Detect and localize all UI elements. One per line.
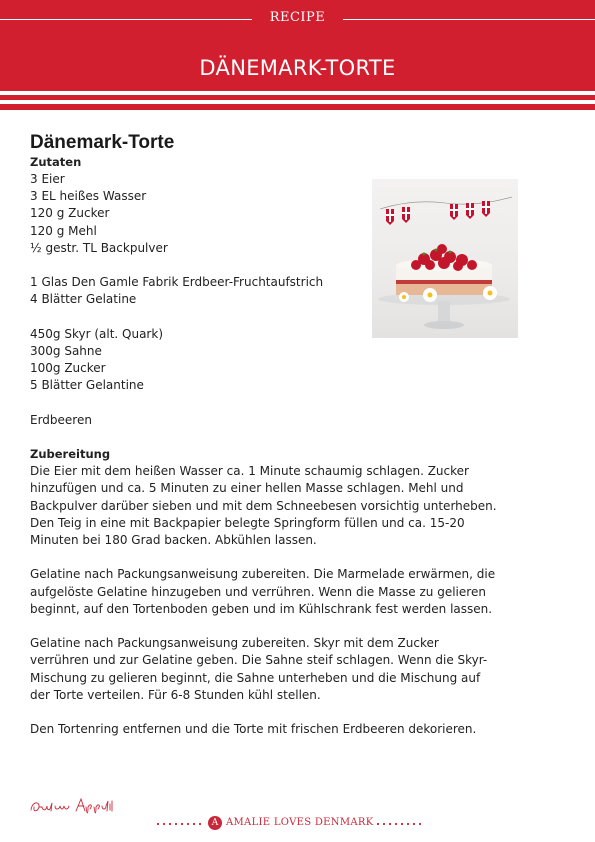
footer-dots-right (375, 823, 423, 825)
header-banner (0, 0, 595, 110)
signature-guten-appetit (28, 795, 118, 819)
ingredient-line: 3 Eier (30, 172, 65, 186)
ingredient-line: 1 Glas Den Gamle Fabrik Erdbeer-Fruchtaufstrich (30, 275, 324, 290)
step-gap (30, 704, 550, 721)
ingredient-line: 120 g Zucker (30, 206, 110, 221)
preparation-step: Die Eier mit dem heißen Wasser ca. 1 Minute schaumig schlagen. Zucker hinzufügen und ca. 5 Minuten zu einer hellen Masse schlagen. Mehl und Backpulver darüber sieben und mit dem Schneebesen vorsichtig unterheben. Den Teig in eine mit Backpapier belegte Springform füllen und ca. 15-20 Minuten bei 180 Grad backen. Abkühlen lassen. (30, 464, 497, 547)
recipe-label: RECIPE (269, 10, 326, 25)
footer-brand (150, 815, 450, 833)
ingredient-line: Erdbeeren (30, 412, 92, 427)
step-gap (30, 549, 550, 566)
brand-name: AMALIE LOVES DENMARK (226, 817, 374, 828)
recipe-title: Dänemark-Torte (30, 132, 175, 153)
cake-illustration (372, 179, 518, 338)
ingredient-line: 300g Sahne (30, 344, 102, 358)
preparation-step: Gelatine nach Packungsanweisung zubereiten. Die Marmelade erwärmen, die aufgelöste Gelatine hinzugeben und verrühren. Wenn die Masse zu gelieren beginnt, auf den Tortenboden geben und im Kühlschrank fest werden lassen. (30, 567, 496, 616)
brand-logo-icon: A (208, 816, 222, 830)
bunting-flags (386, 201, 490, 225)
ingredient-line: 5 Blätter Gelantine (30, 378, 144, 393)
preparation-step: Gelatine nach Packungsanweisung zubereiten. Skyr mit dem Zucker verrühren und zur Gelatine geben. Die Sahne steif schlagen. Wenn die Skyr-Mischung zu gelieren beginnt, die Sahne unterheben und die Mischung auf der Torte verteilen. Für 6-8 Stunden kühl stellen. (30, 636, 488, 702)
page-title: DÄNEMARK-TORTE (199, 56, 396, 80)
footer-dots-left (155, 823, 203, 825)
header-stripe-lower (0, 100, 595, 104)
header-rule-right (343, 19, 595, 20)
preparation-step: Den Tortenring entfernen und die Torte mit frischen Erdbeeren dekorieren. (30, 722, 477, 737)
signature-drawing (28, 795, 118, 819)
ingredient-line: 450g Skyr (alt. Quark) (30, 326, 163, 341)
ingredients-heading: Zutaten (30, 155, 82, 169)
ingredient-group-gap (30, 395, 550, 412)
preparation-heading: Zubereitung (30, 447, 111, 462)
ingredient-line: ½ gestr. TL Backpulver (30, 240, 168, 255)
ingredient-line: 120 g Mehl (30, 223, 97, 238)
ingredient-line: 4 Blätter Gelatine (30, 292, 137, 307)
step-gap (30, 618, 550, 635)
preparation-steps (30, 463, 550, 738)
header-stripe-upper (0, 91, 595, 95)
cake-photo (372, 179, 518, 338)
ingredient-line: 3 EL heißes Wasser (30, 189, 147, 204)
recipe-label-row (0, 9, 595, 29)
ingredient-line: 100g Zucker (30, 361, 106, 376)
